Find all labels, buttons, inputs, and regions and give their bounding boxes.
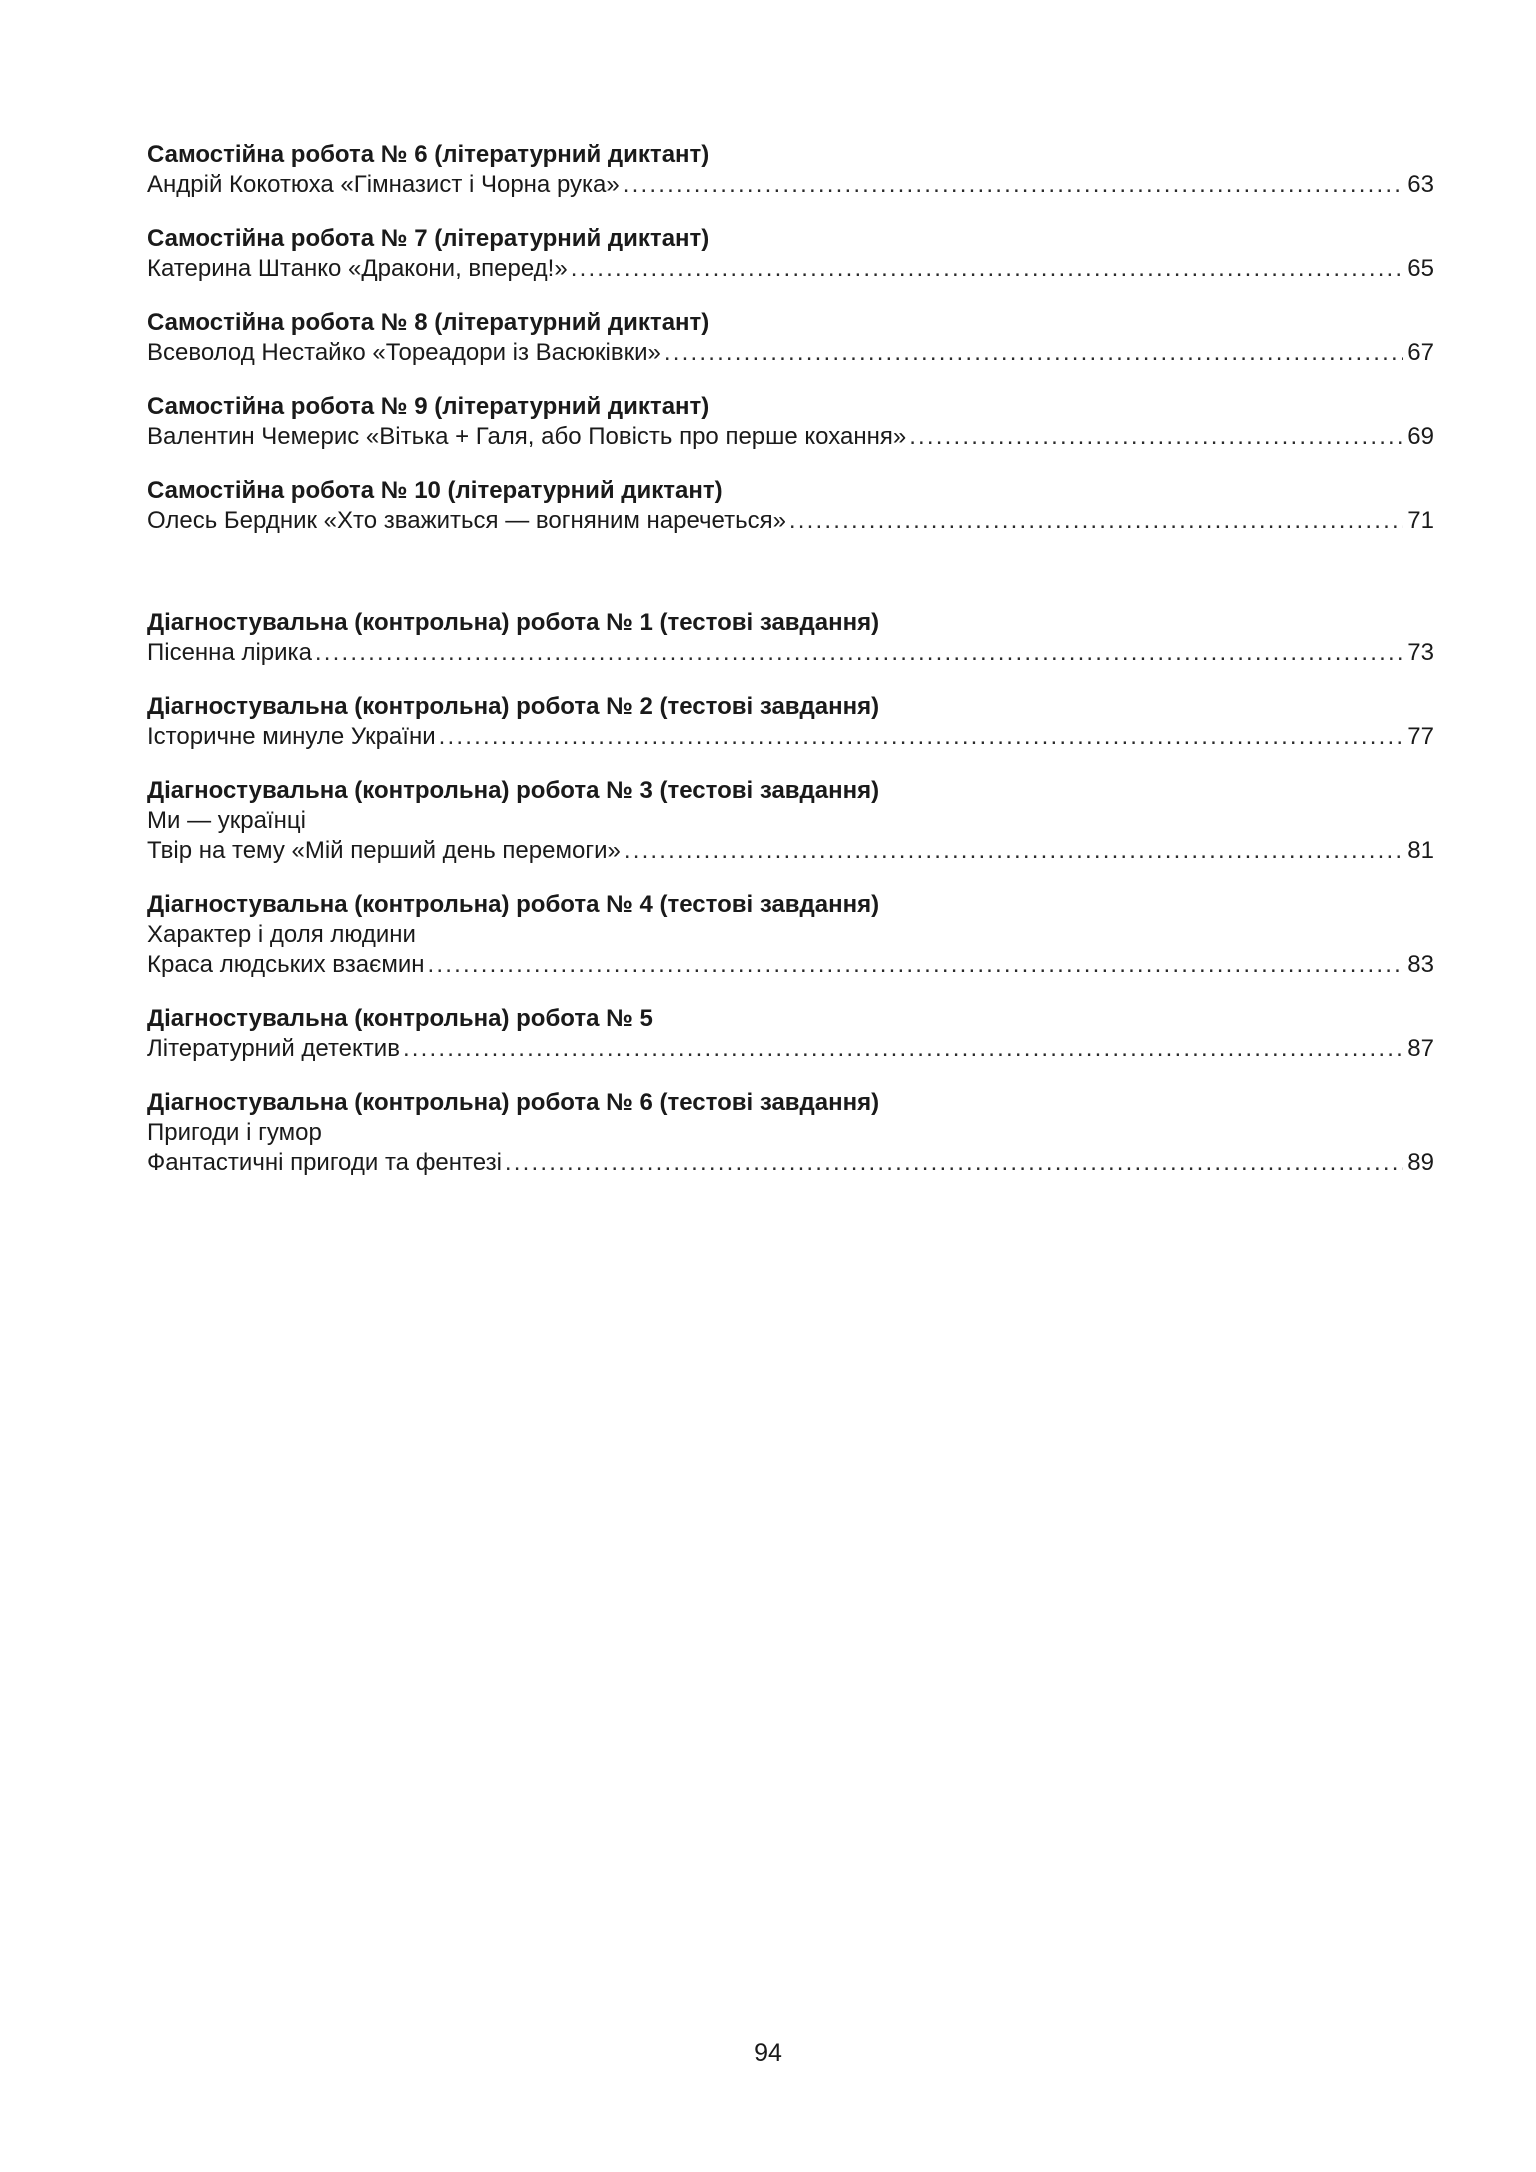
toc-entry-title: Катерина Штанко «Дракони, вперед!» <box>147 255 568 282</box>
toc-entry <box>147 776 1434 866</box>
toc-entry <box>147 890 1434 980</box>
toc-entry-title: Твір на тему «Мій перший день перемоги» <box>147 837 621 864</box>
toc-entry-line <box>147 254 1434 284</box>
toc-entry-page-number: 87 <box>1407 1035 1434 1062</box>
toc-entry-line <box>147 506 1434 536</box>
toc-entry-page-number: 63 <box>1407 171 1434 198</box>
toc-entry-title: Історичне минуле України <box>147 723 436 750</box>
toc-entry-heading: Самостійна робота № 7 (літературний диктант) <box>147 225 710 252</box>
toc-entry-page-number: 77 <box>1407 723 1434 750</box>
toc-group-diagnostic-work <box>147 608 1434 1202</box>
toc-entry <box>147 476 1434 536</box>
toc-entry-heading: Діагностувальна (контрольна) робота № 4 (тестові завдання) <box>147 891 880 918</box>
toc-entry <box>147 224 1434 284</box>
dot-leader <box>623 170 1404 200</box>
dot-leader <box>428 950 1404 980</box>
table-of-contents <box>147 140 1434 1202</box>
toc-entry-heading: Діагностувальна (контрольна) робота № 5 <box>147 1005 653 1032</box>
toc-entry <box>147 1088 1434 1178</box>
toc-entry-heading: Діагностувальна (контрольна) робота № 3 (тестові завдання) <box>147 777 880 804</box>
toc-entry <box>147 608 1434 668</box>
toc-entry-heading: Самостійна робота № 6 (літературний диктант) <box>147 141 710 168</box>
toc-entry-heading: Самостійна робота № 9 (літературний диктант) <box>147 393 710 420</box>
toc-entry-heading: Діагностувальна (контрольна) робота № 6 (тестові завдання) <box>147 1089 880 1116</box>
toc-entry-line <box>147 338 1434 368</box>
toc-entry-heading: Діагностувальна (контрольна) робота № 2 (тестові завдання) <box>147 693 880 720</box>
dot-leader <box>571 254 1404 284</box>
toc-entry-line <box>147 1034 1434 1064</box>
toc-entry-title: Пісенна лірика <box>147 639 312 666</box>
toc-entry-heading: Самостійна робота № 8 (літературний диктант) <box>147 309 710 336</box>
toc-entry <box>147 308 1434 368</box>
toc-entry-title: Фантастичні пригоди та фентезі <box>147 1149 502 1176</box>
toc-entry-line <box>147 638 1434 668</box>
toc-entry-title: Валентин Чемерис «Вітька + Галя, або Повість про перше кохання» <box>147 423 907 450</box>
toc-group-independent-work <box>147 140 1434 560</box>
toc-entry-heading: Самостійна робота № 10 (літературний диктант) <box>147 477 723 504</box>
toc-entry-subtitle: Ми — українці <box>147 807 306 834</box>
toc-entry-title: Літературний детектив <box>147 1035 400 1062</box>
dot-leader <box>315 638 1403 668</box>
toc-entry-title: Всеволод Нестайко «Тореадори із Васюківки» <box>147 339 661 366</box>
toc-entry-line <box>147 950 1434 980</box>
toc-entry-title: Андрій Кокотюха «Гімназист і Чорна рука» <box>147 171 620 198</box>
toc-entry-page-number: 89 <box>1407 1149 1434 1176</box>
toc-entry-line <box>147 722 1434 752</box>
toc-entry-page-number: 69 <box>1407 423 1434 450</box>
toc-entry-title: Краса людських взаємин <box>147 951 425 978</box>
toc-entry-page-number: 71 <box>1407 507 1434 534</box>
toc-entry-title: Олесь Бердник «Хто зважиться — вогняним наречеться» <box>147 507 786 534</box>
dot-leader <box>439 722 1404 752</box>
toc-entry-subtitle: Пригоди і гумор <box>147 1119 322 1146</box>
toc-entry <box>147 140 1434 200</box>
toc-entry-page-number: 65 <box>1407 255 1434 282</box>
dot-leader <box>624 836 1403 866</box>
toc-entry <box>147 1004 1434 1064</box>
toc-entry <box>147 392 1434 452</box>
toc-entry <box>147 692 1434 752</box>
dot-leader <box>909 422 1403 452</box>
toc-entry-page-number: 81 <box>1407 837 1434 864</box>
toc-entry-heading: Діагностувальна (контрольна) робота № 1 (тестові завдання) <box>147 609 880 636</box>
dot-leader <box>505 1148 1403 1178</box>
toc-entry-page-number: 83 <box>1407 951 1434 978</box>
toc-entry-page-number: 67 <box>1407 339 1434 366</box>
dot-leader <box>789 506 1403 536</box>
toc-entry-line <box>147 422 1434 452</box>
toc-entry-line <box>147 1148 1434 1178</box>
toc-entry-page-number: 73 <box>1407 639 1434 666</box>
toc-entry-subtitle: Характер і доля людини <box>147 921 416 948</box>
dot-leader <box>403 1034 1403 1064</box>
page-number: 94 <box>754 2039 782 2067</box>
dot-leader <box>664 338 1403 368</box>
toc-entry-line <box>147 836 1434 866</box>
toc-entry-line <box>147 170 1434 200</box>
